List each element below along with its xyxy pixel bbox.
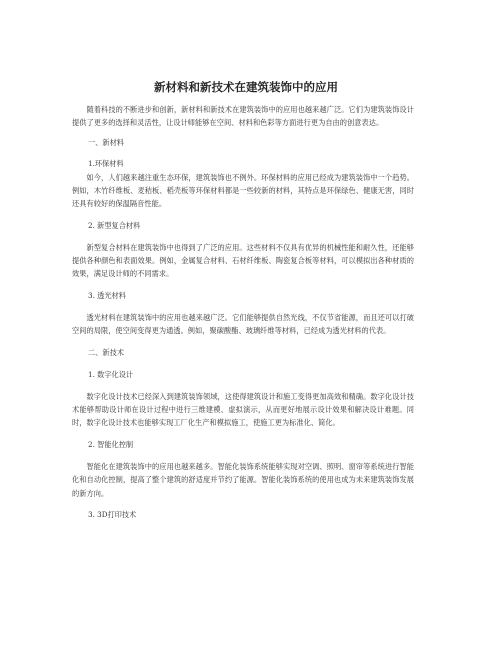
subheading-smart-control: 2. 智能化控制: [88, 440, 134, 450]
subheading-digital-design: 1. 数字化设计: [88, 369, 134, 379]
document-title: 新材料和新技术在建筑装饰中的应用: [154, 80, 338, 94]
subheading-translucent-materials: 3. 透光材料: [88, 291, 126, 301]
paragraph-digital-design: 数字化设计技术已经深入到建筑装饰领域，这使得建筑设计和施工变得更加高效和精确。数字化设计技术能够帮助设计师在设计过程中进行三维建模、虚拟演示，从而更好地展示设计效果和解决设计难题。同时，数字化设计技术也能够实现工厂化生产和模拟施工，使施工更为标准化、简化。: [72, 391, 414, 428]
paragraph-composite-materials: 新型复合材料在建筑装饰中也得到了广泛的应用。这些材料不仅具有优异的机械性能和耐久性，还能够提供各种颜色和表面效果。例如，金属复合材料、石材纤维板、陶瓷复合板等材料，可以模拟出各种材质的效果，满足设计师的不同需求。: [72, 242, 414, 279]
subheading-eco-materials: 1.环保材料: [88, 159, 124, 169]
intro-paragraph: 随着科技的不断进步和创新，新材料和新技术在建筑装饰中的应用也越来越广泛。它们为建筑装饰设计提供了更多的选择和灵活性，让设计师能够在空间、材料和色彩等方面进行更为自由的创意表达。: [72, 105, 414, 128]
paragraph-eco-materials: 如今，人们越来越注重生态环保，建筑装饰也不例外。环保材料的应用已经成为建筑装饰中一个趋势。例如，木竹纤维板、麦秸板、稻壳板等环保材料都是一些较新的材料，其特点是环保绿色、健康无害，同时还具有较好的保温隔音性能。: [72, 172, 414, 209]
paragraph-smart-control: 智能化在建筑装饰中的应用也越来越多。智能化装饰系统能够实现对空调、照明、窗帘等系统进行智能化和自动化控制，提高了整个建筑的舒适度并节约了能源。智能化装饰系统的使用也成为未来建筑装饰发展的新方向。: [72, 461, 414, 498]
subheading-composite-materials: 2. 新型复合材料: [88, 221, 141, 231]
section-heading-new-technologies: 二、新技术: [88, 348, 124, 358]
paragraph-translucent-materials: 透光材料在建筑装饰中的应用也越来越广泛。它们能够提供自然光线，不仅节省能源，而且还可以打破空间的局限，使空间变得更为通透。例如，聚碳酸酯、玻璃纤维等材料，已经成为透光材料的代表。: [72, 313, 414, 336]
subheading-3d-printing: 3. 3D打印技术: [88, 510, 137, 520]
section-heading-new-materials: 一、新材料: [88, 137, 124, 147]
